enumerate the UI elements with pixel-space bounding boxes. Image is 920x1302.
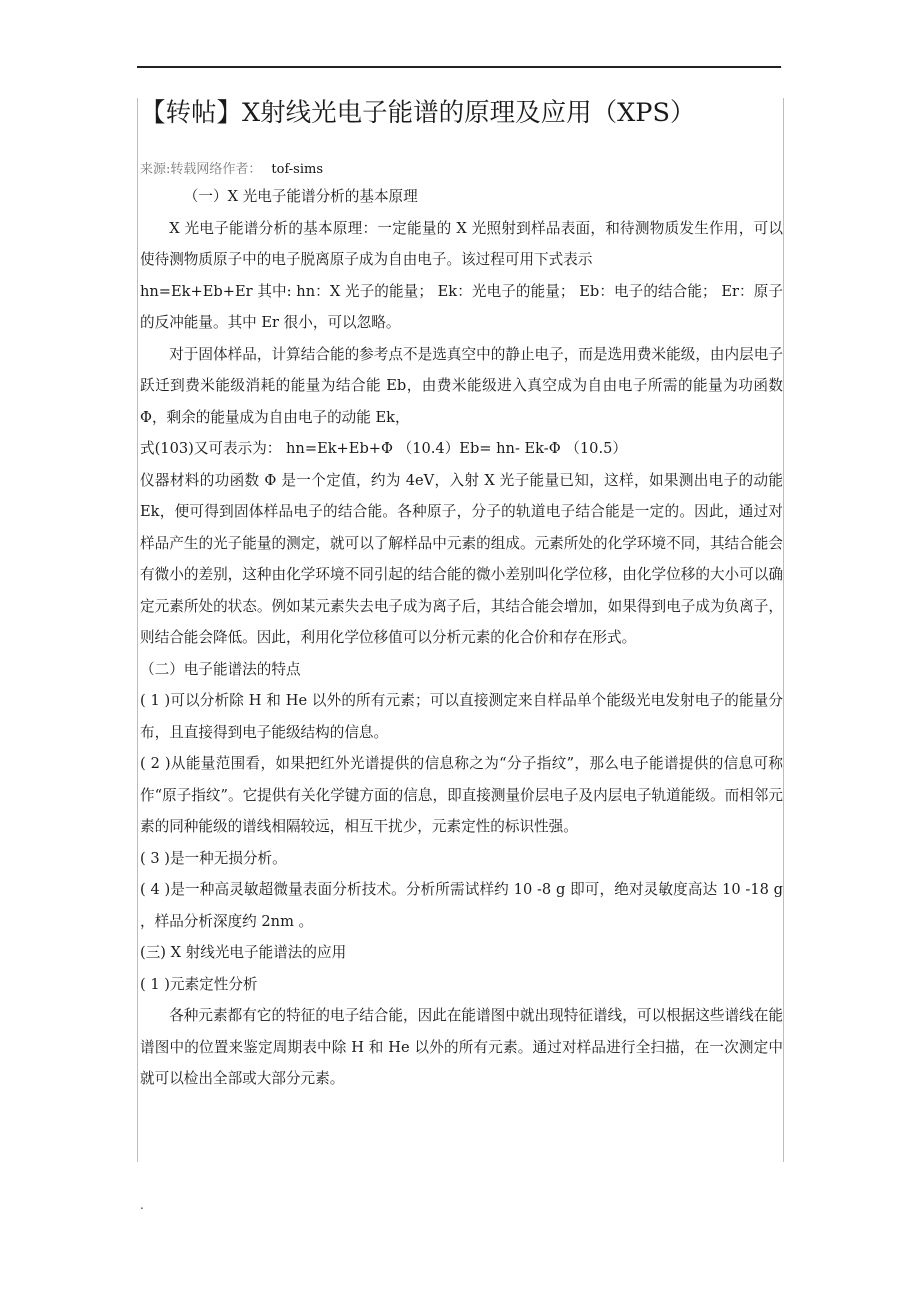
header-mark: .	[779, 60, 783, 71]
article-meta	[140, 159, 783, 181]
formula-line: 式(103)又可表示为： hn=Ek+Eb+Φ （10.4）Eb= hn- Ek-Φ （10.5）	[140, 440, 627, 457]
list-item: ( 2 )从能量范围看，如果把红外光谱提供的信息称之为“分子指纹”，那么电子能谱提供的信息可称作“原子指纹”。它提供有关化学键方面的信息，即直接测量价层电子及内层电子轨道能级。而相邻元素的同种能级的谱线相隔较远，相互干扰少，元素定性的标识性强。	[140, 755, 783, 835]
paragraph: X 光电子能谱分析的基本原理：一定能量的 X 光照射到样品表面，和待测物质发生作用，可以使待测物质原子中的电子脱离原子成为自由电子。该过程可用下式表示	[140, 219, 783, 268]
paragraph: 各种元素都有它的特征的电子结合能，因此在能谱图中就出现特征谱线，可以根据这些谱线在能谱图中的位置来鉴定周期表中除 H 和 He 以外的所有元素。通过对样品进行全扫描，在一次测定中就可以检出全部或大部分元素。	[140, 1007, 783, 1087]
footer-mark: .	[140, 1198, 144, 1212]
section-heading-3: (三) X 射线光电子能谱法的应用	[140, 944, 347, 961]
list-item: ( 1 )可以分析除 H 和 He 以外的所有元素；可以直接测定来自样品单个能级光电发射电子的能量分布，且直接得到电子能级结构的信息。	[140, 692, 783, 741]
paragraph: 仪器材料的功函数 Φ 是一个定值，约为 4eV，入射 X 光子能量已知，这样，如果测出电子的动能 Ek，便可得到固体样品电子的结合能。各种原子，分子的轨道电子结合能是一定的。因此，通过对样品产生的光子能量的测定，就可以了解样品中元素的组成。元素所处的化学环境不同，其结合能会有微小的差别，这种由化学环境不同引起的结合能的微小差别叫化学位移，由化学位移的大小可以确定元素所处的状态。例如某元素失去电子成为离子后，其结合能会增加，如果得到电子成为负离子，则结合能会降低。因此，利用化学位移值可以分析元素的化合价和存在形式。	[140, 471, 783, 646]
paragraph: 对于固体样品，计算结合能的参考点不是选真空中的静止电子，而是选用费米能级，由内层电子跃迁到费米能级消耗的能量为结合能 Eb，由费米能级进入真空成为自由电子所需的能量为功函数 Φ，剩余的能量成为自由电子的动能 Ek，	[140, 345, 783, 426]
author-link[interactable]: tof-sims	[271, 162, 324, 177]
list-item: ( 4 )是一种高灵敏超微量表面分析技术。分析所需试样约 10 -8 g 即可，绝对灵敏度高达 10 -18 g ，样品分析深度约 2nm 。	[140, 881, 783, 930]
subheading: ( 1 )元素定性分析	[140, 975, 258, 993]
section-heading-1: （一）X 光电子能谱分析的基本原理	[183, 188, 418, 205]
article-title: 【转帖】X射线光电子能谱的原理及应用（XPS）	[140, 98, 696, 128]
section-heading-2: （二）电子能谱法的特点	[140, 660, 301, 678]
header-rule	[137, 66, 781, 68]
list-item: ( 3 )是一种无损分析。	[140, 849, 287, 867]
source-label: 来源:转载网络作者：	[140, 162, 262, 177]
article-body	[140, 96, 783, 1095]
paragraph: hn=Ek+Eb+Er 其中: hn：X 光子的能量； Ek：光电子的能量； Eb：电子的结合能； Er：原子的反冲能量。其中 Er 很小，可以忽略。	[140, 282, 783, 331]
